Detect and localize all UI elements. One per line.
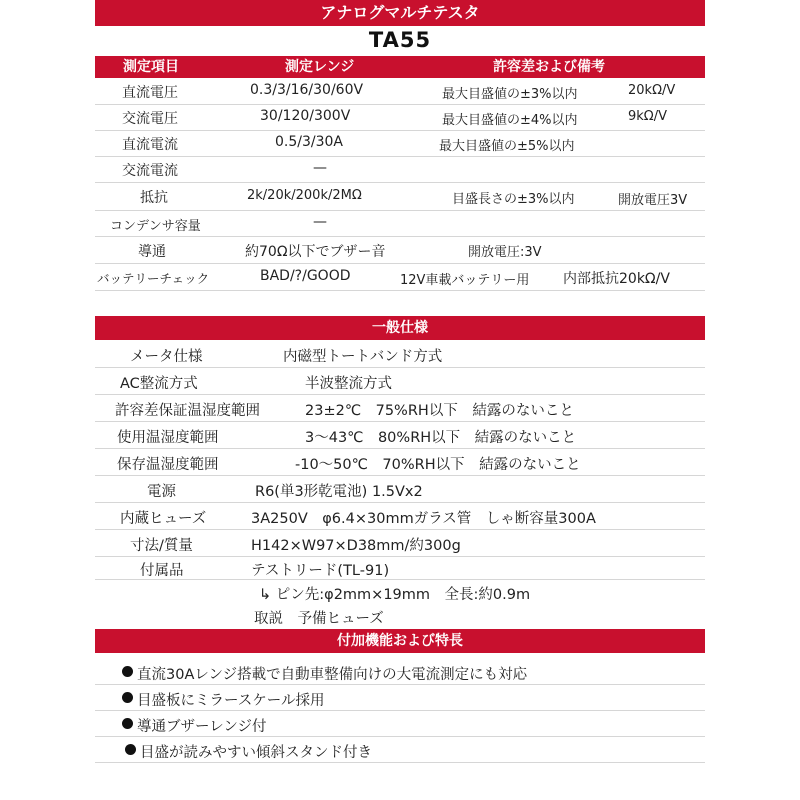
spec-label: AC整流方式 [120,376,198,392]
row-note: 20kΩ/V [628,83,676,98]
spec-label: 使用温湿度範囲 [117,430,219,446]
spec-label: 保存温湿度範囲 [117,457,219,473]
row-range: 30/120/300V [260,108,351,124]
list-item [95,659,705,685]
row-item: 抵抗 [140,190,168,206]
row-item: バッテリーチェック [97,271,210,286]
spec-label: 電源 [147,484,176,500]
table-row [95,557,705,580]
model-name: TA55 [368,28,432,52]
row-tolerance: 12V車載バッテリー用 [400,273,530,288]
spec-value: 半波整流方式 [305,376,392,392]
row-item: 導通 [138,244,166,260]
row-item: 直流電流 [122,137,178,153]
spec-label: 付属品 [140,563,184,579]
page-title: アナログマルチテスタ [95,0,705,26]
table-row [95,237,705,264]
features-heading: 付加機能および特長 [95,629,705,653]
spec-value: ↳ ピン先:φ2mm×19mm 全長:約0.9m [259,587,531,603]
row-range: — [313,160,327,176]
list-item [95,711,705,737]
row-range: — [313,214,327,230]
spec-label: 内蔵ヒューズ [120,511,207,527]
spec-label: 寸法/質量 [130,538,193,554]
table-row [95,530,705,557]
list-item [95,685,705,711]
row-item: コンデンサ容量 [110,219,201,234]
measure-table-header [95,56,705,78]
bullet-icon [125,744,136,755]
row-item: 交流電圧 [122,111,178,127]
table-row [95,131,705,157]
table-row [95,211,705,237]
spec-label: メータ仕様 [130,349,203,365]
bullet-icon [122,666,133,677]
table-row [95,105,705,131]
table-row [95,157,705,183]
table-row [95,476,705,503]
header-item: 測定項目 [123,59,179,75]
spec-value: 3A250V φ6.4×30mmガラス管 しゃ断容量300A [251,511,596,527]
row-item: 直流電圧 [122,85,178,101]
header-tolerance: 許容差および備考 [493,59,605,75]
row-tolerance: 開放電圧:3V [468,245,542,260]
spec-value: 内磁型トートバンド方式 [283,349,443,365]
row-range: 0.3/3/16/30/60V [250,82,364,98]
spec-value: 3～43℃ 80%RH以下 結露のないこと [305,430,577,446]
row-note: 内部抵抗20kΩ/V [563,271,670,287]
spec-value: R6(単3形乾電池) 1.5Vx2 [255,484,423,500]
spec-value: -10～50℃ 70%RH以下 結露のないこと [295,457,581,473]
spec-sheet [95,0,705,800]
feature-text: 目盛が読みやすい傾斜スタンド付き [140,745,372,761]
feature-text: 導通ブザーレンジ付 [137,719,267,735]
table-row [95,395,705,422]
table-row [95,605,705,627]
list-item [95,737,705,763]
header-range: 測定レンジ [285,59,355,75]
table-row [95,580,705,604]
bullet-icon [122,692,133,703]
spec-value: 23±2℃ 75%RH以下 結露のないこと [305,403,574,419]
feature-text: 目盛板にミラースケール採用 [137,693,325,709]
spec-label: 許容差保証温湿度範囲 [115,403,260,419]
row-note: 9kΩ/V [628,109,668,124]
spec-value: テストリード(TL-91) [251,563,390,579]
row-range: 約70Ω以下でブザー音 [245,244,386,260]
table-row [95,264,705,291]
feature-text: 直流30Aレンジ搭載で自動車整備向けの大電流測定にも対応 [137,667,528,683]
table-row [95,183,705,211]
table-row [95,368,705,395]
row-range: 2k/20k/200k/2MΩ [247,188,362,203]
bullet-icon [122,718,133,729]
row-range: 0.5/3/30A [275,134,343,150]
table-row [95,449,705,476]
table-row [95,341,705,368]
row-range: BAD/?/GOOD [260,268,351,284]
row-tolerance: 最大目盛値の±4%以内 [442,113,578,128]
row-tolerance: 最大目盛値の±3%以内 [442,87,578,102]
table-row [95,79,705,105]
spec-value: H142×W97×D38mm/約300g [251,538,461,554]
table-row [95,503,705,530]
row-tolerance: 目盛長さの±3%以内 [452,192,575,207]
row-note: 開放電圧3V [618,193,688,208]
table-row [95,422,705,449]
row-tolerance: 最大目盛値の±5%以内 [439,139,575,154]
row-item: 交流電流 [122,163,178,179]
spec-value: 取説 予備ヒューズ [254,611,384,627]
general-spec-heading: 一般仕様 [95,316,705,340]
